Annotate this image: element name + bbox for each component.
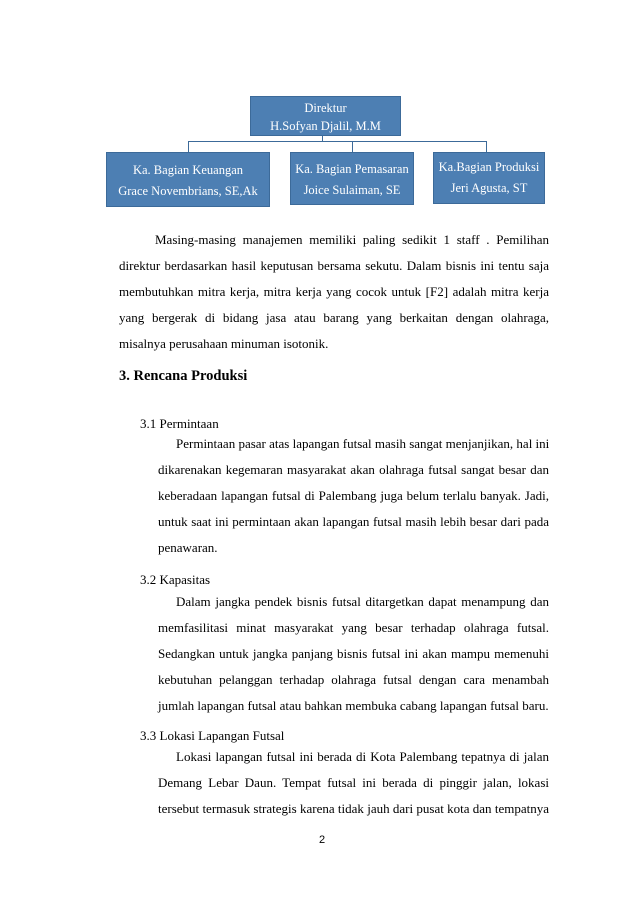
subsection-heading: 3.1 Permintaan: [140, 416, 219, 431]
text-line: dikarenakan kegemaran masyarakat akan olahraga futsal sangat besar dan: [158, 462, 549, 477]
text-line: Sedangkan untuk jangka panjang bisnis futsal ini akan mampu memenuhi: [158, 646, 549, 661]
text-line: direktur berdasarkan hasil keputusan bersama sekutu. Dalam bisnis ini tentu saja: [119, 258, 549, 273]
text-line: Permintaan pasar atas lapangan futsal masih sangat menjanjikan, hal ini: [176, 436, 550, 451]
subsection-paragraph: [158, 589, 549, 719]
text-line: kebutuhan pelanggan terhadap olahraga futsal dengan cara menambah: [158, 672, 549, 687]
org-box-keuangan: [106, 152, 270, 207]
org-box-produksi: [433, 152, 545, 204]
pemasaran-title: Ka. Bagian Pemasaran: [295, 162, 409, 176]
subsection-paragraph: [158, 431, 549, 561]
keuangan-title: Ka. Bagian Keuangan: [132, 163, 244, 177]
director-title: Direktur: [304, 101, 347, 115]
text-line: misalnya perusahaan minuman isotonik.: [119, 336, 329, 351]
text-line: Masing-masing manajemen memiliki paling sedikit 1 staff . Pemilihan: [155, 232, 549, 247]
produksi-title: Ka.Bagian Produksi: [438, 160, 540, 174]
text-line: Dalam jangka pendek bisnis futsal ditargetkan dapat menampung dan: [176, 594, 549, 609]
page-number: 2: [319, 834, 326, 846]
text-line: jumlah lapangan futsal atau bahkan membuka cabang lapangan futsal baru.: [158, 698, 549, 713]
org-box-director: [250, 96, 401, 136]
connector-keuangan: [188, 141, 189, 152]
text-line: yang bergerak di bidang jasa atau barang yang berkaitan dengan olahraga,: [119, 310, 549, 325]
text-line: keberadaan lapangan futsal di Palembang juga belum terlalu banyak. Jadi,: [158, 488, 549, 503]
connector-pemasaran: [352, 141, 353, 152]
subsection-heading: 3.2 Kapasitas: [140, 572, 211, 587]
section-heading: 3. Rencana Produksi: [119, 368, 248, 384]
subsection-heading: 3.3 Lokasi Lapangan Futsal: [140, 728, 285, 743]
org-box-pemasaran: [290, 152, 414, 205]
director-name: H.Sofyan Djalil, M.M: [270, 119, 381, 133]
connector-horizontal: [188, 141, 487, 142]
produksi-name: Jeri Agusta, ST: [450, 181, 528, 195]
pemasaran-name: Joice Sulaiman, SE: [303, 183, 401, 197]
text-line: membutuhkan mitra kerja, mitra kerja yang cocok untuk [F2] adalah mitra kerja: [119, 284, 549, 299]
keuangan-name: Grace Novembrians, SE,Ak: [118, 184, 258, 198]
text-line: penawaran.: [158, 540, 218, 555]
subsection-paragraph: [158, 744, 549, 822]
text-line: Lokasi lapangan futsal ini berada di Kota Palembang tepatnya di jalan: [176, 749, 549, 764]
text-line: untuk saat ini permintaan akan lapangan futsal masih lebih besar dari pada: [158, 514, 549, 529]
intro-paragraph: [119, 227, 549, 357]
text-line: Demang Lebar Daun. Tempat futsal ini berada di pinggir jalan, lokasi: [158, 775, 549, 790]
text-line: memfasilitasi minat masyarakat yang besar terhadap olahraga futsal.: [158, 620, 549, 635]
connector-produksi: [486, 141, 487, 152]
text-line: tersebut termasuk strategis karena tidak jauh dari pusat kota dan tempatnya: [158, 801, 549, 816]
